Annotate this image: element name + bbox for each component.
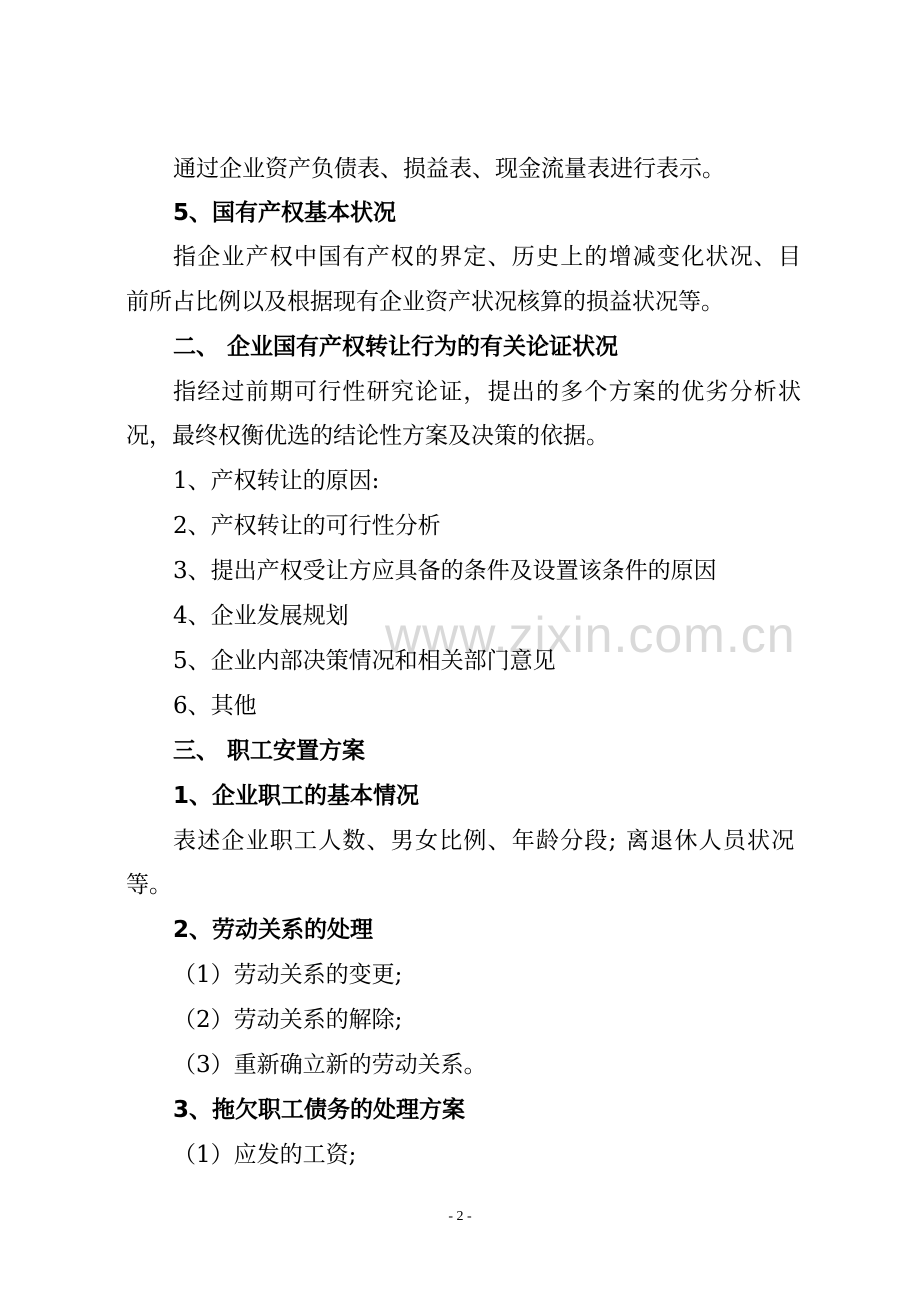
list-item: 3、提出产权受让方应具备的条件及设置该条件的原因: [173, 558, 717, 584]
subsection-heading: 3、拖欠职工债务的处理方案: [173, 1097, 466, 1123]
list-item: 1、产权转让的原因:: [173, 468, 380, 494]
watermark: www.zixin.com.cn: [385, 607, 796, 663]
list-item: （3）重新确立新的劳动关系。: [173, 1052, 487, 1078]
list-item: 5、企业内部决策情况和相关部门意见: [173, 648, 556, 674]
paragraph-line: 前所占比例以及根据现有企业资产状况核算的损益状况等。: [126, 289, 724, 315]
list-item: 2、产权转让的可行性分析: [173, 513, 441, 539]
paragraph-line: 表述企业职工人数、男女比例、年龄分段; 离退休人员状况: [173, 828, 796, 854]
subsection-heading: 2、劳动关系的处理: [173, 917, 374, 943]
paragraph-line: 通过企业资产负债表、损益表、现金流量表进行表示。: [173, 156, 725, 182]
list-item: 6、其他: [173, 693, 257, 719]
paragraph-line: 况，最终权衡优选的结论性方案及决策的依据。: [126, 423, 609, 449]
subsection-heading: 1、企业职工的基本情况: [173, 783, 420, 809]
list-item: （1）应发的工资;: [173, 1142, 357, 1168]
paragraph-line: 指企业产权中国有产权的界定、历史上的增减变化状况、目: [173, 244, 803, 270]
list-item: （2）劳动关系的解除;: [173, 1007, 403, 1033]
section-heading: 三、 职工安置方案: [173, 738, 366, 764]
list-item: 4、企业发展规划: [173, 603, 349, 629]
section-heading: 5、国有产权基本状况: [173, 200, 397, 226]
page-number: - 2 -: [448, 1209, 472, 1224]
list-item: （1）劳动关系的变更;: [173, 962, 403, 988]
paragraph-line: 等。: [126, 872, 172, 898]
section-heading: 二、 企业国有产权转让行为的有关论证状况: [173, 334, 619, 360]
paragraph-line: 指经过前期可行性研究论证，提出的多个方案的优劣分析状: [173, 379, 803, 405]
